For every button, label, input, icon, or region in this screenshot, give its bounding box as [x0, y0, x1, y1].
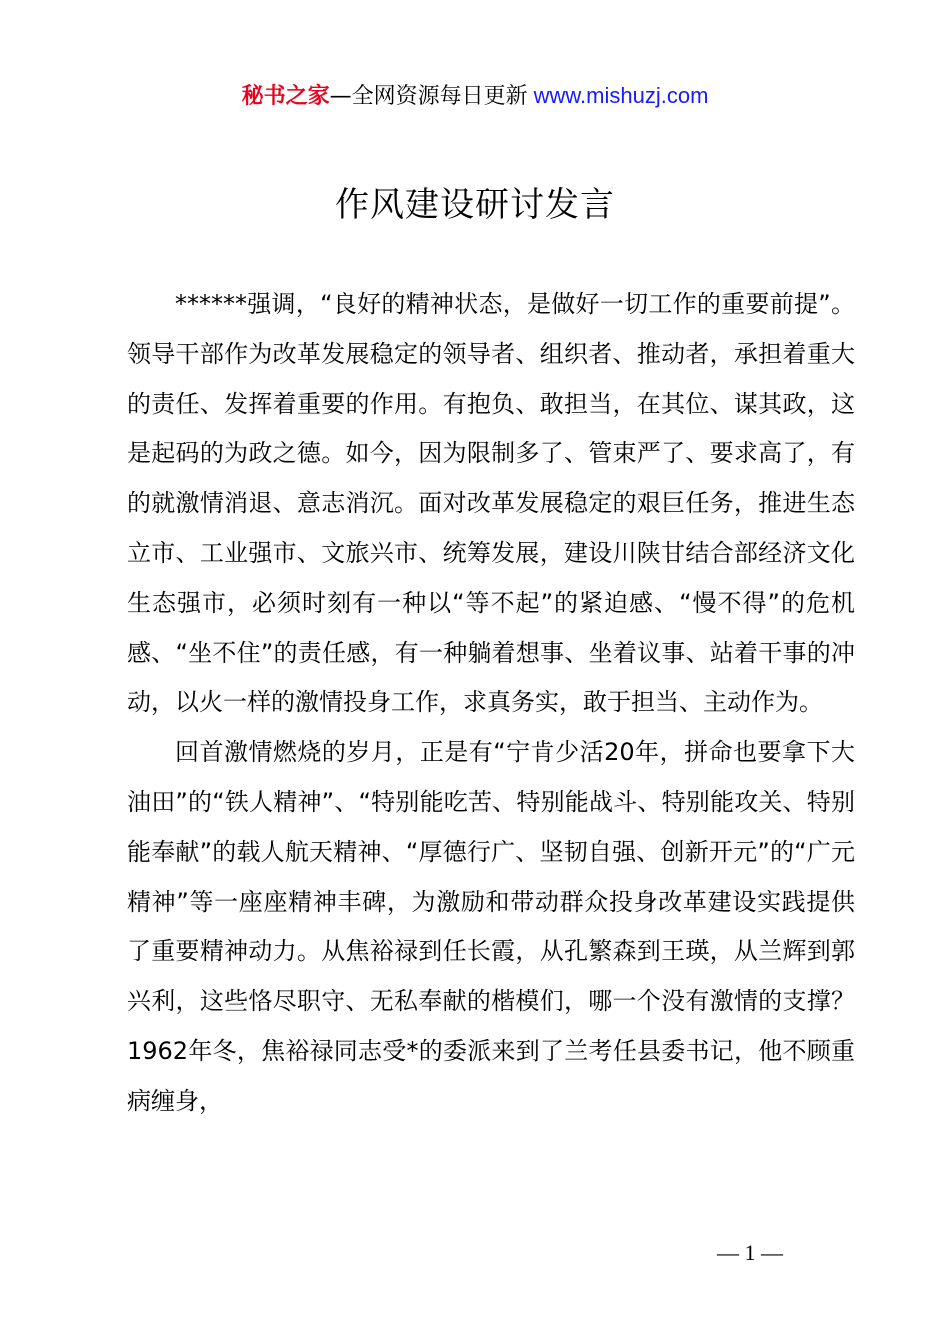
site-brand: 秘书之家 [241, 84, 330, 109]
document-title: 作风建设研讨发言 [335, 185, 615, 225]
site-url-link[interactable]: www.mishuzj.com [533, 83, 709, 108]
paragraph-2: 回首激情燃烧的岁月，正是有“宁肯少活20年，拼命也要拿下大油田”的“铁人精神”、“特别能吃苦、特别能战斗、特别能攻关、特别能奉献”的载人航天精神、“厚德行广、坚韧自强、创新开元”的“广元精神”等一座座精神丰碑，为激励和带动群众投身改革建设实践提供了重要精神动力。从焦裕禄到任长霞，从孔繁森到王瑛，从兰辉到郭兴利，这些恪尽职守、无私奉献的楷模们，哪一个没有激情的支撑？1962年冬，焦裕禄同志受*的委派来到了兰考任县委书记，他不顾重病缠身， [127, 738, 855, 1115]
site-tagline: —全网资源每日更新 [329, 84, 528, 109]
site-header [0, 80, 950, 113]
paragraph-1: ******强调，“良好的精神状态，是做好一切工作的重要前提”。领导干部作为改革发展稳定的领导者、组织者、推动者，承担着重大的责任、发挥着重要的作用。有抱负、敢担当，在其位、谋其政，这是起码的为政之德。如今，因为限制多了、管束严了、要求高了，有的就激情消退、意志消沉。面对改革发展稳定的艰巨任务，推进生态立市、工业强市、文旅兴市、统筹发展，建设川陕甘结合部经济文化生态强市，必须时刻有一种以“等不起”的紧迫感、“慢不得”的危机感、“坐不住”的责任感，有一种躺着想事、坐着议事、站着干事的冲动，以火一样的激情投身工作，求真务实，敢于担当、主动作为。 [127, 290, 855, 717]
document-body [127, 280, 855, 1127]
page-number: — 1 — [717, 1240, 783, 1265]
